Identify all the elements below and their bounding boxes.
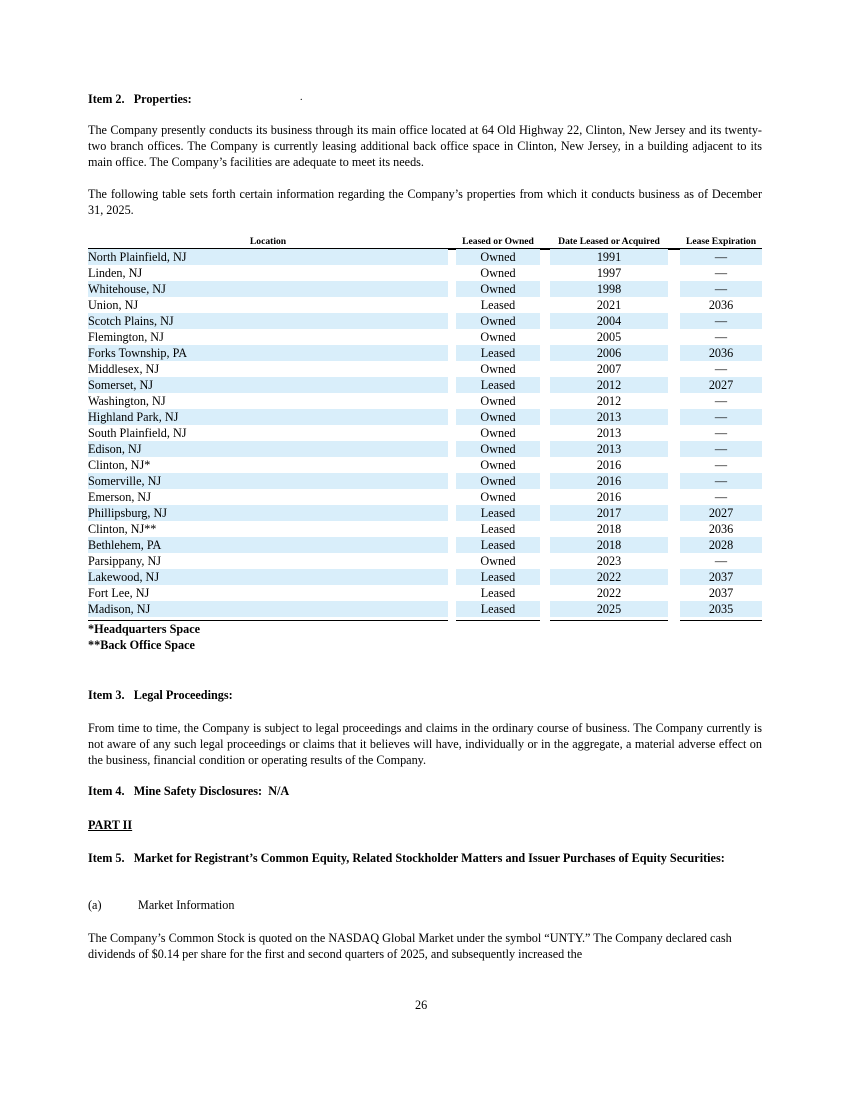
item4-heading: Item 4. Mine Safety Disclosures: N/A bbox=[88, 784, 290, 798]
location-cell: Clinton, NJ* bbox=[88, 458, 151, 472]
table-bottom-rule bbox=[456, 620, 540, 621]
status-cell: Owned bbox=[480, 490, 516, 504]
table-body bbox=[88, 249, 762, 617]
date-cell: 2005 bbox=[596, 330, 622, 344]
status-cell: Leased bbox=[456, 569, 540, 585]
location-cell: Forks Township, PA bbox=[88, 345, 448, 361]
location-cell: Clinton, NJ** bbox=[88, 522, 157, 536]
table-row bbox=[88, 345, 762, 361]
date-cell: 2012 bbox=[550, 377, 668, 393]
status-cell: Owned bbox=[456, 249, 540, 265]
date-cell: 2016 bbox=[596, 490, 622, 504]
market-info-subheading bbox=[88, 898, 235, 913]
item2-paragraph-2: The following table sets forth certain information regarding the Company’s properties from which it conducts business as of December 31, 2025. bbox=[88, 187, 762, 217]
table-row bbox=[88, 569, 762, 585]
location-cell: Edison, NJ bbox=[88, 441, 448, 457]
location-cell: Linden, NJ bbox=[88, 266, 143, 280]
status-cell: Owned bbox=[480, 394, 516, 408]
table-row bbox=[88, 505, 762, 521]
expiration-cell: 2036 bbox=[680, 345, 762, 361]
header-location: Location bbox=[88, 235, 448, 249]
location-cell: Whitehouse, NJ bbox=[88, 281, 448, 297]
expiration-cell: 2036 bbox=[708, 522, 734, 536]
footnote-back-office: **Back Office Space bbox=[88, 638, 195, 652]
expiration-cell: 2037 bbox=[680, 569, 762, 585]
status-cell: Owned bbox=[480, 426, 516, 440]
table-bottom-rule bbox=[680, 620, 762, 621]
expiration-cell: — bbox=[714, 458, 728, 472]
expiration-cell: 2028 bbox=[680, 537, 762, 553]
status-cell: Leased bbox=[456, 601, 540, 617]
expiration-cell: — bbox=[714, 362, 728, 376]
table-row bbox=[88, 313, 762, 329]
header-date: Date Leased or Acquired bbox=[550, 235, 668, 249]
sub-letter: (a) bbox=[88, 898, 102, 912]
location-cell: North Plainfield, NJ bbox=[88, 249, 448, 265]
table-row bbox=[88, 585, 762, 601]
header-expiration: Lease Expiration bbox=[680, 235, 762, 249]
location-cell: South Plainfield, NJ bbox=[88, 426, 187, 440]
table-row bbox=[88, 457, 762, 473]
status-cell: Owned bbox=[480, 554, 516, 568]
item2-heading: Item 2. Properties: bbox=[88, 92, 192, 106]
expiration-cell: — bbox=[714, 330, 728, 344]
date-cell: 2021 bbox=[596, 298, 622, 312]
date-cell: 2013 bbox=[550, 441, 668, 457]
item5-heading: Item 5. Market for Registrant’s Common Equity, Related Stockholder Matters and Issuer Purchases of Equity Securities: bbox=[88, 851, 725, 865]
expiration-cell: 2037 bbox=[708, 586, 734, 600]
expiration-cell: — bbox=[680, 281, 762, 297]
part2-heading: PART II bbox=[88, 818, 133, 832]
expiration-cell: — bbox=[680, 473, 762, 489]
table-row bbox=[88, 297, 762, 313]
expiration-cell: 2027 bbox=[680, 377, 762, 393]
expiration-cell: 2036 bbox=[708, 298, 734, 312]
date-cell: 2013 bbox=[550, 409, 668, 425]
table-row bbox=[88, 361, 762, 377]
date-cell: 2018 bbox=[550, 537, 668, 553]
location-cell: Madison, NJ bbox=[88, 601, 448, 617]
location-cell: Lakewood, NJ bbox=[88, 569, 448, 585]
table-row bbox=[88, 409, 762, 425]
expiration-cell: — bbox=[714, 490, 728, 504]
status-cell: Leased bbox=[456, 345, 540, 361]
table-row bbox=[88, 265, 762, 281]
date-cell: 2016 bbox=[596, 458, 622, 472]
status-cell: Owned bbox=[480, 266, 516, 280]
location-cell: Flemington, NJ bbox=[88, 330, 164, 344]
expiration-cell: 2027 bbox=[680, 505, 762, 521]
location-cell: Somerset, NJ bbox=[88, 377, 448, 393]
expiration-cell: — bbox=[680, 313, 762, 329]
date-cell: 2022 bbox=[550, 569, 668, 585]
table-row bbox=[88, 281, 762, 297]
status-cell: Leased bbox=[480, 298, 516, 312]
header-leased-owned: Leased or Owned bbox=[456, 235, 540, 249]
status-cell: Leased bbox=[456, 505, 540, 521]
location-cell: Middlesex, NJ bbox=[88, 362, 160, 376]
table-row bbox=[88, 601, 762, 617]
page-number: 26 bbox=[415, 998, 428, 1012]
table-row bbox=[88, 249, 762, 265]
date-cell: 2022 bbox=[596, 586, 622, 600]
table-row bbox=[88, 393, 762, 409]
expiration-cell: — bbox=[680, 409, 762, 425]
location-cell: Parsippany, NJ bbox=[88, 554, 162, 568]
table-row bbox=[88, 489, 762, 505]
sub-label: Market Information bbox=[138, 898, 235, 912]
date-cell: 2007 bbox=[596, 362, 622, 376]
table-row bbox=[88, 425, 762, 441]
status-cell: Leased bbox=[480, 522, 516, 536]
table-row bbox=[88, 473, 762, 489]
stray-dot: . bbox=[300, 92, 303, 103]
expiration-cell: — bbox=[714, 394, 728, 408]
table-bottom-rule bbox=[550, 620, 668, 621]
expiration-cell: — bbox=[714, 266, 728, 280]
status-cell: Owned bbox=[456, 281, 540, 297]
status-cell: Owned bbox=[456, 441, 540, 457]
location-cell: Highland Park, NJ bbox=[88, 409, 448, 425]
table-row bbox=[88, 377, 762, 393]
date-cell: 2016 bbox=[550, 473, 668, 489]
location-cell: Phillipsburg, NJ bbox=[88, 505, 448, 521]
date-cell: 2004 bbox=[550, 313, 668, 329]
date-cell: 1998 bbox=[550, 281, 668, 297]
location-cell: Fort Lee, NJ bbox=[88, 586, 150, 600]
status-cell: Owned bbox=[456, 313, 540, 329]
status-cell: Owned bbox=[456, 409, 540, 425]
table-row bbox=[88, 441, 762, 457]
location-cell: Union, NJ bbox=[88, 298, 139, 312]
item3-paragraph: From time to time, the Company is subject to legal proceedings and claims in the ordinary course of business. The Company currently is not aware of any such legal proceedings or claims that it believes will have, individually or in the aggregate, a material adverse effect on the business, financial condition or operating results of the Company. bbox=[88, 721, 762, 767]
table-row bbox=[88, 537, 762, 553]
status-cell: Owned bbox=[456, 473, 540, 489]
status-cell: Owned bbox=[480, 458, 516, 472]
expiration-cell: — bbox=[714, 426, 728, 440]
expiration-cell: — bbox=[680, 249, 762, 265]
status-cell: Leased bbox=[456, 537, 540, 553]
date-cell: 2012 bbox=[596, 394, 622, 408]
location-cell: Somerville, NJ bbox=[88, 473, 448, 489]
date-cell: 2025 bbox=[550, 601, 668, 617]
table-row bbox=[88, 329, 762, 345]
expiration-cell: — bbox=[680, 441, 762, 457]
date-cell: 1997 bbox=[596, 266, 622, 280]
footnote-headquarters: *Headquarters Space bbox=[88, 622, 201, 636]
item2-paragraph-1: The Company presently conducts its business through its main office located at 64 Old Highway 22, Clinton, New Jersey and its twenty-two branch offices. The Company is currently leasing additional back office space in Clinton, New Jersey, in a building adjacent to its main office. The Company’s facilities are adequate to meet its needs. bbox=[88, 123, 762, 169]
table-bottom-rule bbox=[88, 620, 448, 621]
date-cell: 2013 bbox=[596, 426, 622, 440]
properties-table bbox=[88, 235, 762, 617]
expiration-cell: — bbox=[714, 554, 728, 568]
date-cell: 2018 bbox=[596, 522, 622, 536]
item3-heading: Item 3. Legal Proceedings: bbox=[88, 688, 233, 702]
status-cell: Leased bbox=[480, 586, 516, 600]
table-row bbox=[88, 521, 762, 537]
status-cell: Owned bbox=[480, 362, 516, 376]
location-cell: Emerson, NJ bbox=[88, 490, 151, 504]
status-cell: Leased bbox=[456, 377, 540, 393]
status-cell: Owned bbox=[480, 330, 516, 344]
date-cell: 2006 bbox=[550, 345, 668, 361]
location-cell: Bethlehem, PA bbox=[88, 537, 448, 553]
item5-paragraph: The Company’s Common Stock is quoted on the NASDAQ Global Market under the symbol “UNTY.” The Company declared cash dividends of $0.14 per share for the first and second quarters of 2025, and subsequently increased the bbox=[88, 931, 732, 961]
date-cell: 2023 bbox=[596, 554, 622, 568]
location-cell: Scotch Plains, NJ bbox=[88, 313, 448, 329]
location-cell: Washington, NJ bbox=[88, 394, 166, 408]
date-cell: 2017 bbox=[550, 505, 668, 521]
expiration-cell: 2035 bbox=[680, 601, 762, 617]
date-cell: 1991 bbox=[550, 249, 668, 265]
table-header bbox=[88, 235, 762, 249]
table-row bbox=[88, 553, 762, 569]
